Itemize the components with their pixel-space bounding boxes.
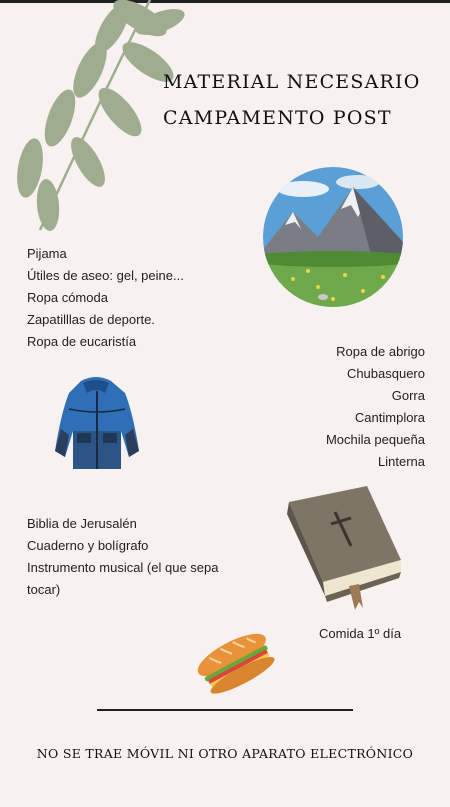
food-label: Comida 1º día bbox=[319, 626, 402, 641]
list-item: Biblia de Jerusalén bbox=[27, 516, 137, 531]
list-item: Útiles de aseo: gel, peine... bbox=[27, 268, 184, 283]
jacket-icon bbox=[53, 373, 140, 471]
list-item: Zapatilllas de deporte. bbox=[27, 312, 155, 327]
bible-icon bbox=[279, 482, 404, 610]
list-item: Linterna bbox=[378, 454, 425, 469]
sandwich-icon bbox=[195, 628, 277, 698]
spiritual-items-list bbox=[27, 513, 218, 601]
outdoor-items-list bbox=[326, 341, 425, 473]
list-item: Cuaderno y bolígrafo bbox=[27, 538, 149, 553]
list-item: Mochila pequeña bbox=[325, 432, 425, 447]
title-line-1: MATERIAL NECESARIO bbox=[163, 71, 421, 93]
title-line-2: CAMPAMENTO POST bbox=[163, 107, 392, 129]
list-item: Ropa de eucaristía bbox=[27, 334, 137, 349]
personal-items-list bbox=[27, 243, 184, 353]
page-title bbox=[163, 64, 448, 136]
footer-note: NO SE TRAE MÓVIL NI OTRO APARATO ELECTRÓNICO bbox=[36, 746, 414, 761]
list-item: Instrumento musical (el que sepa bbox=[27, 560, 219, 575]
mountain-icon bbox=[263, 167, 403, 307]
list-item: tocar) bbox=[27, 582, 61, 597]
list-item: Ropa cómoda bbox=[27, 290, 108, 305]
list-item: Pijama bbox=[27, 246, 67, 261]
divider-line bbox=[97, 709, 353, 711]
list-item: Gorra bbox=[391, 388, 425, 403]
list-item: Chubasquero bbox=[346, 366, 425, 381]
list-item: Cantimplora bbox=[354, 410, 425, 425]
list-item: Ropa de abrigo bbox=[336, 344, 425, 359]
